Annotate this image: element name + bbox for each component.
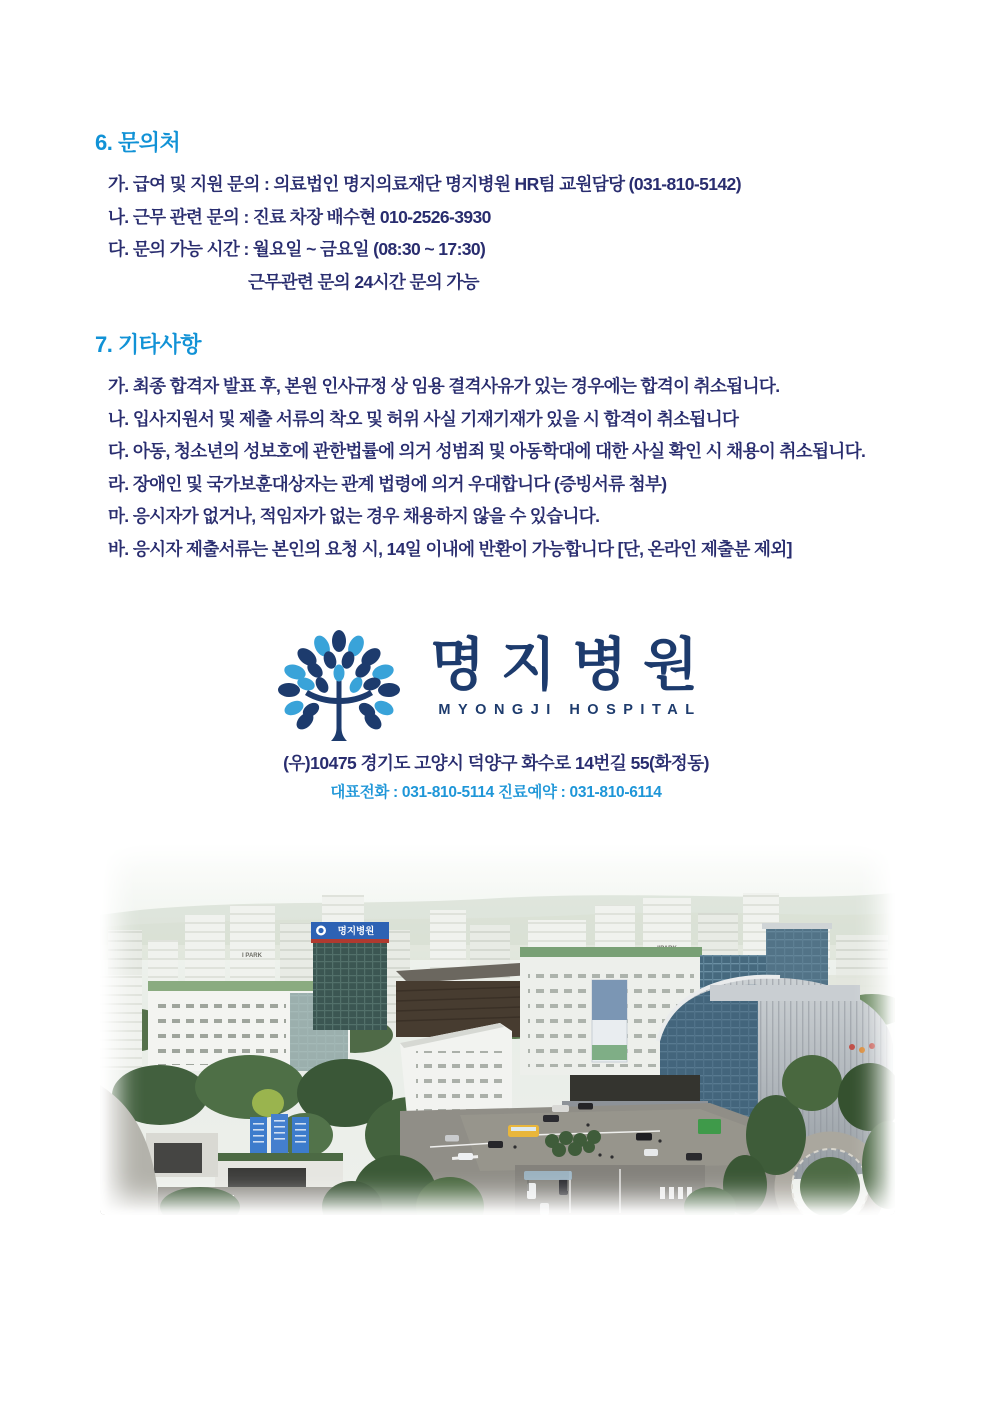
hospital-logo bbox=[0, 628, 992, 742]
section-misc-title: 7. 기타사항 bbox=[95, 332, 201, 357]
hospital-aerial-photo bbox=[100, 835, 895, 1215]
section-contact bbox=[95, 126, 905, 298]
contact-item: 다. 문의 가능 시간 : 월요일 ~ 금요일 (08:30 ~ 17:30) bbox=[108, 239, 486, 259]
aerial-photo-illustration bbox=[100, 835, 895, 1215]
misc-item: 가. 최종 합격자 발표 후, 본원 인사규정 상 임용 결격사유가 있는 경우에는 합격이 취소됩니다. bbox=[108, 376, 780, 396]
misc-item: 마. 응시자가 없거나, 적임자가 없는 경우 채용하지 않을 수 있습니다. bbox=[108, 506, 600, 526]
misc-item: 나. 입사지원서 및 제출 서류의 착오 및 허위 사실 기재기재가 있을 시 합격이 취소됩니다 bbox=[108, 408, 739, 429]
contact-item-continuation: 근무관련 문의 24시간 문의 가능 bbox=[248, 271, 479, 292]
misc-item: 다. 아동, 청소년의 성보호에 관한법률에 의거 성범죄 및 아동학대에 대한 사실 확인 시 채용이 취소됩니다. bbox=[108, 441, 866, 461]
tree-logo-icon bbox=[278, 628, 400, 742]
contact-item: 가. 급여 및 지원 문의 : 의료법인 명지의료재단 명지병원 HR팀 교원담당 (031-810-5142) bbox=[108, 174, 741, 194]
misc-item: 라. 장애인 및 국가보훈대상자는 관계 법령에 의거 우대합니다 (증빙서류 첨부) bbox=[108, 473, 667, 494]
section-misc bbox=[95, 328, 905, 565]
apartment-sign-left: I PARK bbox=[242, 953, 262, 959]
section-contact-title: 6. 문의처 bbox=[95, 130, 181, 155]
logo-korean-name: 명지병원 bbox=[429, 633, 715, 697]
section-contact-items bbox=[95, 168, 905, 298]
logo-wordmark bbox=[422, 628, 714, 718]
hospital-phones: 대표전화 : 031-810-5114 진료예약 : 031-810-6114 bbox=[330, 784, 662, 801]
contact-item: 나. 근무 관련 문의 : 진료 차장 배수현 010-2526-3930 bbox=[108, 206, 491, 227]
hospital-address: (우)10475 경기도 고양시 덕양구 화수로 14번길 55(화정동) bbox=[283, 753, 709, 773]
logo-english-name: MYONGJI HOSPITAL bbox=[438, 702, 702, 718]
section-misc-items bbox=[95, 370, 905, 565]
misc-item: 바. 응시자 제출서류는 본인의 요청 시, 14일 이내에 반환이 가능합니다 [단, 온라인 제출분 제외] bbox=[108, 538, 792, 559]
rooftop-sign: 명지병원 bbox=[337, 926, 375, 937]
